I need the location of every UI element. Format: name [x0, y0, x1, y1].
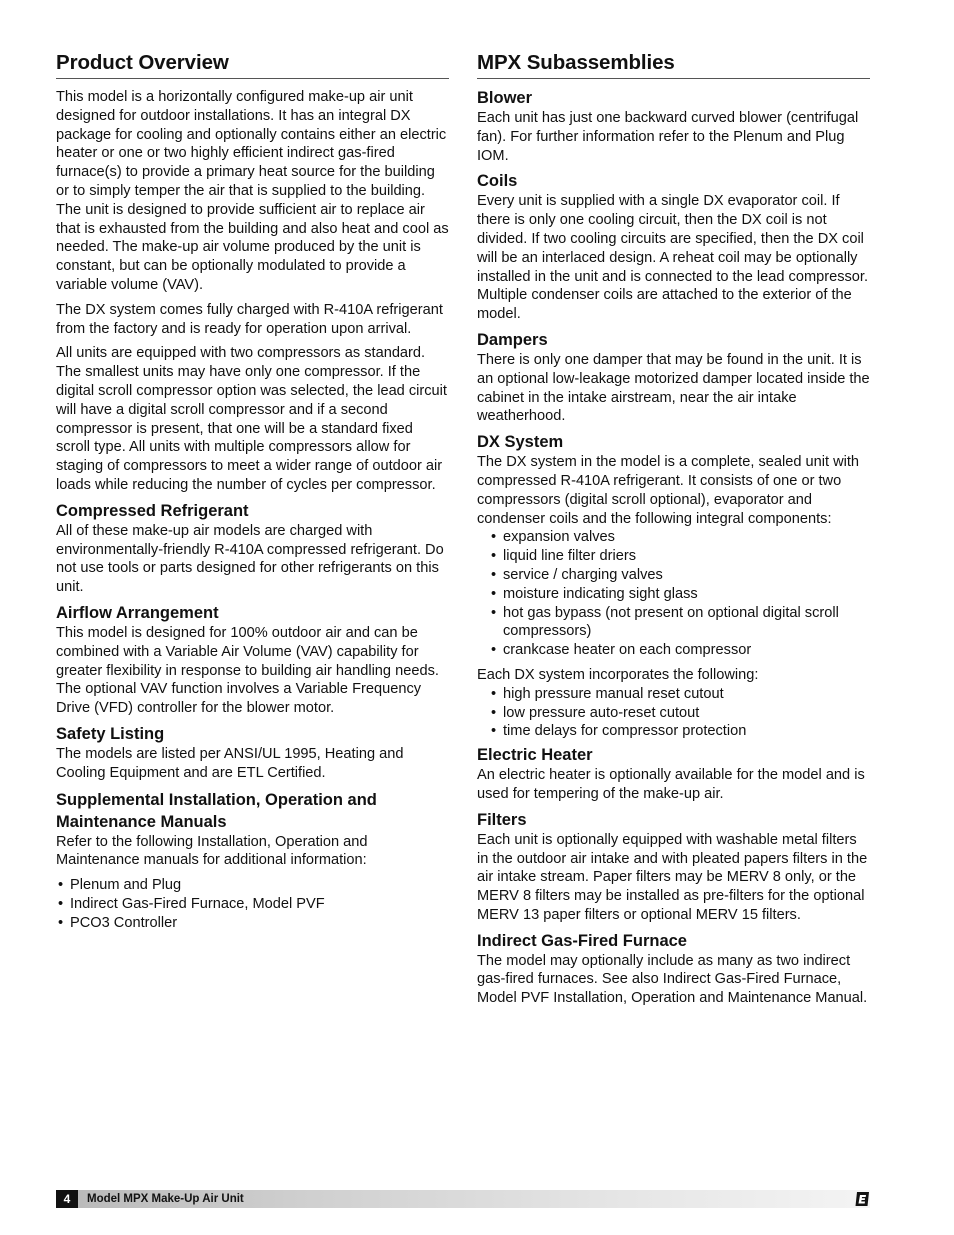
list-item: • liquid line filter driers [491, 548, 637, 565]
dx-system-text: The DX system in the model is a complete, sealed unit with compressed R-410A refrigerant. It consists of one or two compressors (digital scroll optional), evaporator and condenser coils and the following integral components: [477, 454, 860, 527]
intro-paragraph-1: This model is a horizontally configured make-up air unit designed for outdoor installations. It has an integral DX package for cooling and optionally contains either an electric heater or one or two highly efficient indirect gas-fired furnace(s) to provide a primary heat source for the building or to simply temper the air that is supplied to the building. The unit is designed to provide sufficient air to replace air that is exhausted from the building and also heat and cool as needed. The make-up air volume produced by the unit is constant, but can be optionally modulated to provide a variable volume (VAV). [56, 89, 449, 293]
list-item: • low pressure auto-reset cutout [491, 704, 700, 721]
airflow-arrangement-heading: Airflow Arrangement [56, 603, 219, 622]
dx-protection-list [477, 685, 870, 741]
dampers-heading: Dampers [477, 330, 548, 349]
list-item: • moisture indicating sight glass [491, 585, 698, 602]
list-item: • hot gas bypass (not present on optional digital scroll compressors) [491, 604, 839, 640]
electric-heater-text: An electric heater is optionally available for the model and is used for tempering of the make-up air. [477, 767, 865, 802]
dx-system-text-2: Each DX system incorporates the following: [477, 666, 759, 683]
footer-title: Model MPX Make-Up Air Unit [87, 1193, 244, 1205]
list-item: • high pressure manual reset cutout [491, 685, 724, 702]
filters-text: Each unit is optionally equipped with washable metal filters in the outdoor air intake and with pleated papers filters in the air intake stream. Paper filters may be MERV 8 only, or the MERV 8 filters may be installed as pre-filters for the optional MERV 13 paper filters or optional MERV 15 filters. [477, 831, 868, 923]
compressed-refrigerant-text: All of these make-up air models are charged with environmentally-friendly R-410A compressed refrigerant. Do not use tools or parts designed for other refrigerants on this unit. [56, 522, 444, 596]
list-item: • service / charging valves [491, 566, 663, 583]
list-item: • Indirect Gas-Fired Furnace, Model PVF [58, 895, 325, 912]
list-item: • crankcase heater on each compressor [491, 642, 752, 659]
list-item: • Plenum and Plug [58, 877, 182, 894]
list-item: • expansion valves [491, 529, 615, 546]
airflow-arrangement-text: This model is designed for 100% outdoor air and can be combined with a Variable Air Volume (VAV) capability for greater flexibility in response to building air handling needs. The optional VAV function involves a Variable Frequency Drive (VFD) controller for the blower motor. [56, 624, 439, 717]
dampers-text: There is only one damper that may be found in the unit. It is an optional low-leakage motorized damper located inside the cabinet in the intake airstream, near the air intake weatherhood. [477, 351, 870, 425]
manuals-list [56, 876, 449, 932]
dx-components-list [477, 528, 870, 660]
list-item: • time delays for compressor protection [491, 723, 747, 740]
product-overview-heading: Product Overview [56, 50, 449, 79]
intro-paragraph-3: All units are equipped with two compressors as standard. The smallest units may have only one compressor. If the digital scroll compressor option was selected, the lead circuit will have a digital scroll compressor and if a second compressor is present, that one will be a standard fixed scroll type. All units with multiple compressors allow for staging of compressors to meet a wider range of outdoor air loads while reducing the number of cycles per compressor. [56, 345, 447, 493]
mpx-subassemblies-heading: MPX Subassemblies [477, 50, 870, 79]
dx-system-heading: DX System [477, 433, 564, 452]
supplemental-manuals-text: Refer to the following Installation, Operation and Maintenance manuals for additional information: [56, 833, 368, 869]
page-footer [56, 1190, 870, 1208]
indirect-furnace-text: The model may optionally include as many as two indirect gas-fired furnaces. See also Indirect Gas-Fired Furnace, Model PVF Installation, Operation and Maintenance Manual. [477, 952, 868, 1007]
safety-listing-heading: Safety Listing [56, 724, 165, 743]
company-logo-icon [854, 1191, 870, 1207]
coils-heading: Coils [477, 172, 518, 191]
safety-listing-text: The models are listed per ANSI/UL 1995, Heating and Cooling Equipment and are ETL Certified. [56, 745, 404, 781]
blower-heading: Blower [477, 89, 533, 107]
filters-heading: Filters [477, 810, 527, 829]
right-column [477, 50, 870, 1014]
compressed-refrigerant-heading: Compressed Refrigerant [56, 501, 249, 520]
electric-heater-heading: Electric Heater [477, 746, 593, 765]
list-item: • PCO3 Controller [58, 914, 178, 931]
supplemental-manuals-heading: Supplemental Installation, Operation and Maintenance Manuals [56, 790, 377, 831]
intro-paragraph-2: The DX system comes fully charged with R-410A refrigerant from the factory and is ready for operation upon arrival. [56, 301, 443, 337]
indirect-furnace-heading: Indirect Gas-Fired Furnace [477, 931, 687, 950]
left-column [56, 50, 449, 932]
blower-text: Each unit has just one backward curved blower (centrifugal fan). For further information refer to the Plenum and Plug IOM. [477, 110, 859, 164]
page-number: 4 [56, 1190, 78, 1208]
coils-text: Every unit is supplied with a single DX evaporator coil. If there is only one cooling circuit, then the DX coil is not divided. If two cooling circuits are specified, then the DX coil will be an interlaced design. A reheat coil may be optionally installed in the unit and is connected to the lead compressor. Multiple condenser coils are attached to the exterior of the model. [477, 193, 869, 323]
